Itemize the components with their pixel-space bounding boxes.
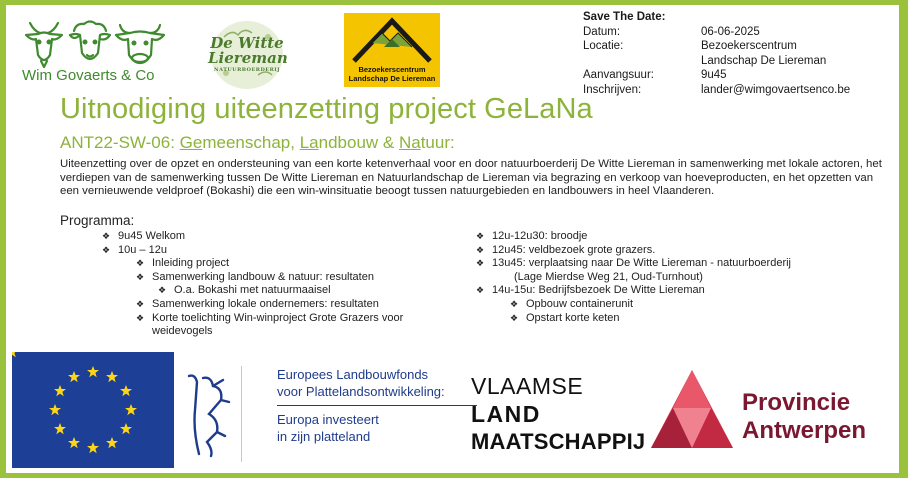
- list-item-text: 13u45: verplaatsing naar De Witte Liereman - natuurboerderij: [492, 257, 791, 270]
- eu-flag: [12, 352, 174, 468]
- list-item: [102, 298, 462, 312]
- std-row-locatie-2: [583, 54, 893, 69]
- eafrd-line1: Europees Landbouwfonds: [277, 367, 429, 382]
- save-the-date-title: Save The Date:: [583, 11, 666, 23]
- list-item-text: 12u45: veldbezoek grote grazers.: [492, 243, 656, 256]
- list-item-text: Korte toelichting Win-winproject Grote Grazers voor: [152, 311, 404, 324]
- provincie-antwerpen-name: [742, 389, 866, 445]
- vlm-line2: LAND: [471, 401, 541, 427]
- list-item-text: Samenwerking lokale ondernemers: resultaten: [152, 297, 379, 310]
- bullet-icon: ❖: [158, 285, 167, 296]
- list-item-text: Samenwerking landbouw & natuur: resultaten: [152, 270, 374, 283]
- list-item: [476, 257, 896, 271]
- registration-email-link[interactable]: lander@wimgovaertsenco.be: [701, 83, 851, 96]
- list-item-text: Inleiding project: [152, 257, 230, 270]
- bullet-icon: ❖: [476, 258, 485, 269]
- list-item: [476, 284, 896, 298]
- std-label: Inschrijven:: [583, 83, 642, 96]
- witte-logo-line2: Liereman: [208, 49, 288, 67]
- list-item-continuation: [476, 271, 896, 285]
- witte-logo-line1: De Witte: [210, 34, 284, 52]
- save-the-date-block: [583, 10, 893, 98]
- intro-paragraph: Uiteenzetting over de opzet en ondersteuning van een korte ketenverhaal voor en door natuurboerderij De Witte Liereman in samenwerking met lokale actoren, het verdiepen van de samenwerking tussen De Witte Liereman en Natuurlandschap de Liereman via begrazing en verkoop van hoeveproducten, en het opzetten van een vernieuwende veldproef (Bokashi) die een win-winsituatie beoogt tussen natuurgebieden en landbouwers in heel Vlaanderen.: [60, 158, 882, 198]
- vlaamse-landmaatschappij-logo: [471, 372, 645, 456]
- subtitle-la: La: [299, 133, 319, 152]
- list-item-text: Opbouw containerunit: [526, 297, 634, 310]
- std-label: Datum:: [583, 25, 621, 38]
- list-item-text: 12u-12u30: broodje: [492, 230, 588, 242]
- list-item-text: O.a. Bokashi met natuurmaaisel: [174, 284, 331, 297]
- bullet-icon: ❖: [136, 271, 145, 282]
- std-row-inschrijven: [583, 83, 893, 98]
- list-item-text: 10u – 12u: [118, 243, 167, 256]
- std-row-aanvangsuur: [583, 68, 893, 83]
- list-item: [102, 257, 462, 271]
- eafrd-line4: in zijn platteland: [277, 428, 371, 444]
- bullet-icon: ❖: [136, 258, 145, 269]
- bullet-icon: ❖: [136, 298, 145, 309]
- subtitle-na-rest: tuur:: [420, 133, 455, 152]
- bullet-icon: ❖: [476, 285, 485, 296]
- vlm-line1: VLAAMSE: [471, 373, 584, 399]
- list-item: [102, 271, 462, 285]
- std-value: 06-06-2025: [701, 25, 760, 38]
- std-label: Locatie:: [583, 40, 624, 53]
- list-item: [476, 312, 896, 326]
- eu-stars-icon: [12, 352, 174, 468]
- bullet-icon: ❖: [476, 244, 485, 255]
- list-item-continuation: [102, 325, 462, 339]
- bullet-icon: ❖: [136, 312, 145, 323]
- subtitle-la-rest: ndbouw &: [318, 133, 399, 152]
- std-value: Bezoekerscentrum: [701, 40, 797, 53]
- list-item-text: (Lage Mierdse Weg 21, Oud-Turnhout): [514, 270, 703, 283]
- programma-list-left: [102, 230, 462, 339]
- bezoekerscentrum-logo-text: [344, 66, 440, 83]
- subtitle-na: Na: [398, 133, 421, 152]
- std-row-datum: [583, 25, 893, 40]
- subtitle-prefix: ANT22-SW-06:: [60, 133, 180, 152]
- funders-band: [9, 352, 897, 473]
- pa-line1: Provincie: [742, 389, 851, 416]
- bullet-icon: ❖: [510, 298, 519, 309]
- bullet-icon: ❖: [476, 231, 485, 241]
- list-item-text: Opstart korte keten: [526, 311, 620, 324]
- flemish-lion-icon: [183, 370, 231, 460]
- bullet-icon: ❖: [102, 244, 111, 255]
- project-subtitle: [60, 133, 455, 153]
- list-item: [476, 298, 896, 312]
- list-item: [102, 244, 462, 258]
- divider: [241, 366, 242, 462]
- list-item: [102, 312, 462, 326]
- programma-heading: Programma:: [60, 213, 135, 228]
- list-item-text: 9u45 Welkom: [118, 230, 186, 242]
- list-item: [476, 244, 896, 258]
- programma-list-right: [476, 230, 896, 325]
- eafrd-text: [277, 367, 477, 445]
- list-item: [102, 284, 462, 298]
- pa-line2: Antwerpen: [742, 417, 867, 444]
- provincie-antwerpen-triangle-icon: [649, 366, 735, 452]
- vlm-line3: MAATSCHAPPIJ: [471, 429, 646, 454]
- bullet-icon: ❖: [102, 231, 111, 241]
- invitation-sheet: [6, 5, 899, 473]
- std-label: [583, 54, 701, 69]
- bzc-line2: Landschap De Liereman: [348, 73, 436, 83]
- list-item-text: weidevogels: [152, 325, 213, 338]
- witte-logo-text: [208, 36, 286, 74]
- std-label: Aanvangsuur:: [583, 69, 654, 82]
- bullet-icon: ❖: [510, 312, 519, 323]
- subtitle-ge: Ge: [179, 133, 203, 152]
- bezoekerscentrum-logo: [344, 13, 440, 87]
- wim-govaerts-name: Wim Govaerts & Co: [22, 67, 155, 84]
- list-item-text: 14u-15u: Bedrijfsbezoek De Witte Liereman: [492, 284, 705, 297]
- list-item: [476, 230, 896, 244]
- witte-logo-line3: NATUURBOERDERIJ: [214, 67, 280, 73]
- std-value: 9u45: [701, 69, 727, 82]
- std-value: Landschap De Liereman: [701, 54, 827, 67]
- eafrd-line2: voor Plattelandsontwikkeling:: [277, 384, 477, 407]
- page-title: Uitnodiging uiteenzetting project GeLaNa: [60, 93, 593, 125]
- subtitle-ge-rest: meenschap,: [202, 133, 300, 152]
- list-item: [102, 230, 462, 244]
- std-row-locatie: [583, 39, 893, 54]
- eafrd-line3: Europa investeert: [277, 412, 379, 428]
- bzc-line1: Bezoekerscentrum: [358, 65, 426, 74]
